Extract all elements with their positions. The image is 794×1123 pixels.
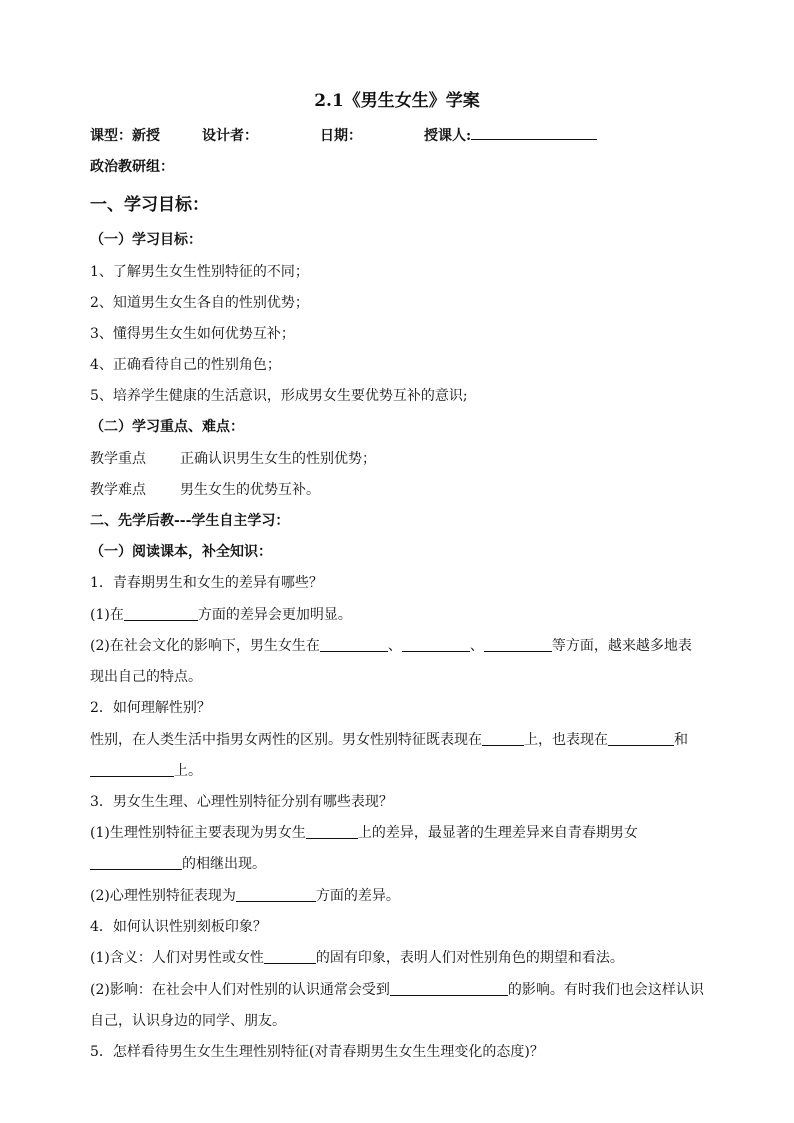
answer-text: (2)影响：在社会中人们对性别的认识通常会受到 bbox=[90, 982, 390, 998]
key-point-label: 教学重点 bbox=[90, 451, 146, 467]
course-type: 课型：新授 bbox=[90, 128, 160, 144]
fill-blank[interactable] bbox=[390, 981, 508, 996]
section1-sub1: （一）学习目标： bbox=[90, 232, 202, 248]
answer-text: 的固有印象，表明人们对性别角色的期望和看法。 bbox=[315, 950, 624, 966]
goal-item: 4、正确看待自己的性别角色； bbox=[90, 357, 281, 373]
answer-text: 上。 bbox=[174, 763, 202, 779]
question-5: 5．怎样看待男生女生生理性别特征(对青春期男生女生生理变化的态度)？ bbox=[90, 1044, 544, 1060]
fill-blank[interactable] bbox=[320, 637, 388, 652]
fill-blank[interactable] bbox=[124, 606, 198, 621]
fill-blank[interactable] bbox=[90, 762, 174, 777]
answer-line bbox=[90, 729, 688, 749]
answer-text: 的影响。有时我们也会这样认识 bbox=[507, 982, 704, 998]
fill-blank[interactable] bbox=[608, 731, 674, 746]
answer-line bbox=[90, 822, 638, 842]
question-4: 4．如何认识性别刻板印象？ bbox=[90, 919, 267, 935]
answer-text: 性别，在人类生活中指男女两性的区别。男女性别特征既表现在 bbox=[90, 732, 482, 748]
meta-row bbox=[90, 124, 597, 145]
difficulty-row bbox=[90, 479, 320, 499]
lecturer-blank bbox=[471, 124, 597, 140]
answer-line bbox=[90, 635, 692, 655]
answer-line: 现出自己的特点。 bbox=[90, 669, 202, 685]
key-point-text: 正确认识男生女生的性别优势； bbox=[180, 451, 376, 467]
answer-text: (1)含义：人们对男性或女性 bbox=[90, 950, 264, 966]
fill-blank[interactable] bbox=[484, 637, 552, 652]
answer-line bbox=[90, 760, 202, 780]
group-label: 政治教研组： bbox=[90, 159, 174, 175]
answer-text: (2)在社会文化的影响下，男生女生在 bbox=[90, 638, 320, 654]
fill-blank[interactable] bbox=[482, 731, 524, 746]
answer-text: 方面的差异会更加明显。 bbox=[197, 607, 352, 623]
answer-text: 上，也表现在 bbox=[524, 732, 608, 748]
key-point-row bbox=[90, 448, 376, 468]
date-label: 日期： bbox=[320, 128, 362, 144]
answer-text: 和 bbox=[674, 732, 688, 748]
designer-label: 设计者： bbox=[202, 128, 258, 144]
fill-blank[interactable] bbox=[90, 855, 182, 870]
fill-blank[interactable] bbox=[306, 824, 358, 839]
difficulty-label: 教学难点 bbox=[90, 482, 146, 498]
answer-line bbox=[90, 853, 266, 873]
fill-blank[interactable] bbox=[236, 887, 316, 902]
answer-line bbox=[90, 885, 400, 905]
lecturer-label: 授课人: bbox=[424, 128, 472, 144]
answer-text: 的相继出现。 bbox=[182, 856, 266, 872]
section1-heading: 一、学习目标： bbox=[90, 195, 209, 215]
goal-item: 1、了解男生女生性别特征的不同； bbox=[90, 264, 309, 280]
goal-item: 2、知道男生女生各自的性别优势； bbox=[90, 295, 309, 311]
goal-item: 3、懂得男生女生如何优势互补； bbox=[90, 326, 295, 342]
section1-sub2: （二）学习重点、难点： bbox=[90, 419, 244, 435]
document-title: 2.1《男生女生》学案 bbox=[314, 91, 480, 111]
answer-line bbox=[90, 604, 352, 624]
answer-text: (1)在 bbox=[90, 607, 124, 623]
answer-text: 、 bbox=[387, 638, 402, 654]
answer-text: 等方面，越来越多地表 bbox=[551, 638, 692, 654]
fill-blank[interactable] bbox=[264, 949, 316, 964]
question-1: 1．青春期男生和女生的差异有哪些？ bbox=[90, 575, 323, 591]
answer-text: 方面的差异。 bbox=[315, 888, 400, 904]
answer-line bbox=[90, 947, 624, 967]
answer-line: 自己，认识身边的同学、朋友。 bbox=[90, 1013, 286, 1029]
answer-text: (2)心理性别特征表现为 bbox=[90, 888, 236, 904]
difficulty-text: 男生女生的优势互补。 bbox=[180, 482, 320, 498]
answer-text: 、 bbox=[469, 638, 484, 654]
section2-sub1: （一）阅读课本，补全知识： bbox=[90, 544, 272, 560]
answer-line bbox=[90, 979, 704, 999]
answer-text: 上的差异，最显著的生理差异来自青春期男女 bbox=[357, 825, 638, 841]
section2-heading: 二、先学后教---学生自主学习： bbox=[90, 513, 290, 529]
question-2: 2．如何理解性别？ bbox=[90, 700, 211, 716]
answer-text: (1)生理性别特征主要表现为男女生 bbox=[90, 825, 306, 841]
fill-blank[interactable] bbox=[402, 637, 470, 652]
question-3: 3．男女生生理、心理性别特征分别有哪些表现？ bbox=[90, 794, 393, 810]
goal-item: 5、培养学生健康的生活意识，形成男女生要优势互补的意识; bbox=[90, 388, 468, 404]
